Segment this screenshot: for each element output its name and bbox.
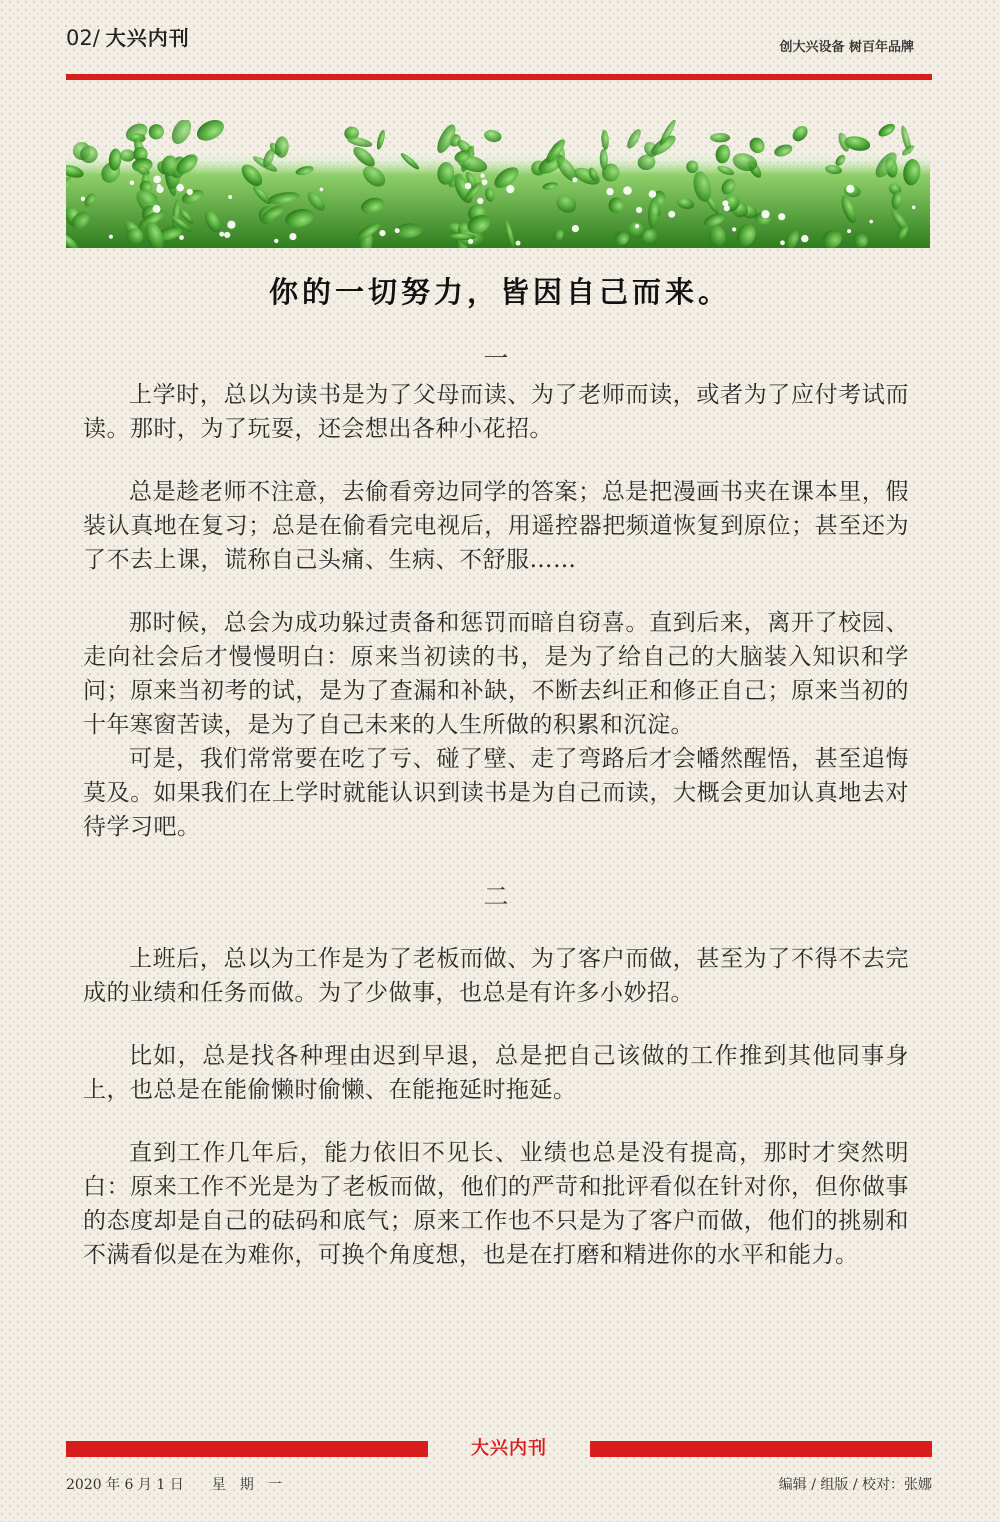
paragraph: 那时候，总会为成功躲过责备和惩罚而暗自窃喜。直到后来，离开了校园、走向社会后才慢慢明白：原来当初读的书，是为了给自己的大脑装入知识和学问；原来当初考的试，是为了查漏和补缺，不断去纠正和修正自己；原来当初的十年寒窗苦读，是为了自己未来的人生所做的积累和沉淀。: [83, 610, 909, 738]
section-number-2: 二: [483, 882, 509, 911]
paragraph: 上班后，总以为工作是为了老板而做、为了客户而做，甚至为了不得不去完成的业绩和任务而做。为了少做事，也总是有许多小妙招。: [83, 946, 909, 1006]
paragraph: 上学时，总以为读书是为了父母而读、为了老师而读，或者为了应付考试而读。那时，为了玩耍，还会想出各种小花招。: [83, 382, 909, 442]
page-header-issue: [66, 22, 190, 51]
footer-red-rule-right: [590, 1441, 932, 1457]
footer-masthead: 大兴内刊: [471, 1438, 547, 1459]
footer-credits: 编辑 / 组版 / 校对：张娜: [778, 1477, 932, 1493]
top-red-rule: [66, 74, 932, 80]
article-body: [83, 340, 909, 1272]
paragraph: 比如，总是找各种理由迟到早退，总是把自己该做的工作推到其他同事身上，也总是在能偷懒时偷懒、在能拖延时拖延。: [83, 1043, 909, 1103]
header-slogan: 创大兴设备 树百年品牌: [779, 40, 914, 55]
article-title: 你的一切努力，皆因自己而来。: [268, 275, 731, 309]
paragraph: 总是趁老师不注意，去偷看旁边同学的答案；总是把漫画书夹在课本里，假装认真地在复习；总是在偷看完电视后，用遥控器把频道恢复到原位；甚至还为了不去上课，谎称自己头痛、生病、不舒服……: [83, 479, 909, 573]
footer-red-rule-left: [66, 1441, 428, 1457]
paragraph: 可是，我们常常要在吃了亏、碰了壁、走了弯路后才会幡然醒悟，甚至追悔莫及。如果我们在上学时就能认识到读书是为自己而读，大概会更加认真地去对待学习吧。: [83, 746, 909, 840]
masthead-title: 大兴内刊: [105, 26, 190, 50]
section-number-1: 一: [483, 344, 509, 373]
footer-date: 2020 年 6 月 1 日 星 期 一: [66, 1477, 282, 1493]
issue-number: 02/: [66, 26, 100, 50]
paragraph: 直到工作几年后，能力依旧不见长、业绩也总是没有提高，那时才突然明白：原来工作不光是为了老板而做，他们的严苛和批评看似在针对你，但你做事的态度却是自己的砝码和底气；原来工作也不只是为了客户而做，他们的挑剔和不满看似是在为难你，可换个角度想，也是在打磨和精进你的水平和能力。: [83, 1140, 909, 1268]
leaf-banner-image: [66, 120, 930, 248]
